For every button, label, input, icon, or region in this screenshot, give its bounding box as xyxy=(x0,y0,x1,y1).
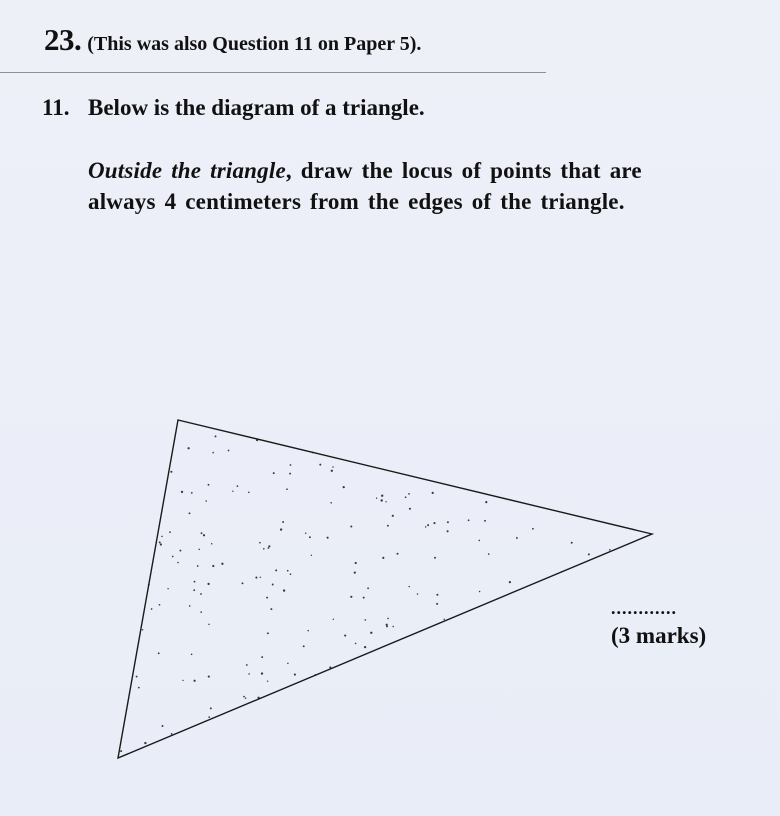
speckle-dot xyxy=(370,632,372,634)
speckle-dot xyxy=(194,581,196,583)
triangle xyxy=(118,420,652,758)
speckle-dot xyxy=(350,525,352,527)
instruction-line-2: always 4 centimeters from the edges of the triangle. xyxy=(88,189,625,214)
speckle-dot xyxy=(355,643,357,645)
speckle-dot xyxy=(211,543,213,545)
speckle-dot xyxy=(355,562,357,564)
speckle-dot xyxy=(387,618,389,620)
speckle-dot xyxy=(354,571,356,573)
speckle-dot xyxy=(228,450,230,452)
speckle-dot xyxy=(160,543,162,545)
speckle-dot xyxy=(261,672,263,674)
speckle-dot xyxy=(136,676,138,678)
speckle-dot xyxy=(246,664,248,666)
speckle-dot xyxy=(193,680,195,682)
speckle-dot xyxy=(286,488,288,490)
speckle-dot xyxy=(478,540,480,542)
speckle-dot xyxy=(215,435,217,437)
question-number: 23. xyxy=(44,22,82,57)
sub-question-number: 11. xyxy=(42,95,70,120)
speckle-dot xyxy=(255,577,257,579)
speckle-dot xyxy=(221,563,223,565)
speckle-dot xyxy=(364,646,366,648)
speckle-dot xyxy=(363,597,365,599)
speckle-dot xyxy=(287,663,288,664)
speckle-dot xyxy=(447,530,449,532)
speckle-dot xyxy=(392,626,394,628)
speckle-dot xyxy=(268,547,270,549)
speckle-dot xyxy=(208,716,210,718)
speckle-dot xyxy=(330,502,332,504)
speckle-dot xyxy=(309,536,311,538)
speckle-dot xyxy=(305,533,306,534)
speckle-dot xyxy=(392,515,394,517)
speckle-dot xyxy=(181,491,183,493)
speckle-dot xyxy=(275,569,277,571)
speckle-dot xyxy=(376,497,377,498)
speckle-dot xyxy=(311,555,312,556)
speckle-dot xyxy=(158,652,160,654)
speckle-dot xyxy=(609,549,611,551)
speckle-dot xyxy=(289,473,291,475)
speckle-dot xyxy=(532,528,534,530)
instruction-rest: , draw the locus of points that are xyxy=(285,158,642,183)
speckle-dot xyxy=(427,524,429,526)
speckle-dot xyxy=(245,697,247,699)
speckle-dot xyxy=(170,471,172,473)
speckle-dot xyxy=(138,687,140,689)
speckle-dot xyxy=(200,611,202,613)
speckle-dot xyxy=(447,521,449,523)
speckle-dot xyxy=(161,536,163,538)
speckle-dot xyxy=(405,496,407,498)
speckle-dot xyxy=(571,542,573,544)
speckle-dot xyxy=(267,680,268,681)
scan-speckles xyxy=(120,435,611,752)
speckle-dot xyxy=(272,584,274,586)
speckle-dot xyxy=(203,534,205,536)
speckle-dot xyxy=(283,589,285,591)
speckle-dot xyxy=(210,707,212,709)
speckle-dot xyxy=(120,750,122,752)
speckle-dot xyxy=(200,593,202,595)
speckle-dot xyxy=(189,512,191,514)
speckle-dot xyxy=(409,508,411,510)
speckle-dot xyxy=(343,486,345,488)
speckle-dot xyxy=(364,619,366,621)
speckle-dot xyxy=(436,603,438,605)
speckle-dot xyxy=(212,565,214,567)
speckle-dot xyxy=(331,470,333,472)
speckle-dot xyxy=(367,587,369,589)
speckle-dot xyxy=(433,522,435,524)
speckle-dot xyxy=(280,528,282,530)
speckle-dot xyxy=(408,586,409,587)
speckle-dot xyxy=(385,501,386,502)
speckle-dot xyxy=(267,632,269,634)
speckle-dot xyxy=(485,501,487,503)
speckle-dot xyxy=(208,484,210,486)
speckle-dot xyxy=(169,531,171,533)
speckle-dot xyxy=(159,541,161,543)
speckle-dot xyxy=(162,725,164,727)
speckle-dot xyxy=(167,588,168,589)
answer-line: ............ xyxy=(611,598,677,618)
speckle-dot xyxy=(197,565,199,567)
speckle-dot xyxy=(327,537,329,539)
speckle-dot xyxy=(488,553,490,555)
speckle-dot xyxy=(266,597,268,599)
speckle-dot xyxy=(208,624,209,625)
speckle-dot xyxy=(205,500,207,502)
speckle-dot xyxy=(425,526,427,528)
speckle-dot xyxy=(290,464,292,466)
speckle-dot xyxy=(242,582,244,584)
speckle-dot xyxy=(260,577,261,578)
speckle-dot xyxy=(381,499,383,501)
speckle-dot xyxy=(307,630,309,632)
speckle-dot xyxy=(198,549,199,550)
speckle-dot xyxy=(248,492,250,494)
speckle-dot xyxy=(144,742,146,744)
speckle-dot xyxy=(263,548,265,550)
speckle-dot xyxy=(142,629,144,631)
speckle-dot xyxy=(193,589,195,591)
speckle-dot xyxy=(191,492,193,494)
instruction-emphasis: Outside the triangle xyxy=(88,158,286,183)
speckle-dot xyxy=(207,583,209,585)
speckle-dot xyxy=(436,594,438,596)
prompt-text: Below is the diagram of a triangle. xyxy=(88,95,425,120)
speckle-dot xyxy=(201,532,203,534)
speckle-dot xyxy=(179,550,181,552)
speckle-dot xyxy=(261,656,263,658)
speckle-dot xyxy=(191,653,193,655)
speckle-dot xyxy=(382,557,384,559)
speckle-dot xyxy=(408,493,410,495)
speckle-dot xyxy=(344,635,346,637)
speckle-dot xyxy=(159,604,161,606)
speckle-dot xyxy=(516,537,518,539)
speckle-dot xyxy=(386,625,388,627)
speckle-dot xyxy=(177,562,179,564)
speckle-dot xyxy=(189,605,191,607)
speckle-dot xyxy=(243,696,245,698)
question-note: (This was also Question 11 on Paper 5). xyxy=(87,33,422,55)
speckle-dot xyxy=(381,495,383,497)
speckle-dot xyxy=(303,645,305,647)
speckle-dot xyxy=(396,553,398,555)
speckle-dot xyxy=(273,472,275,474)
speckle-dot xyxy=(588,553,590,555)
speckle-dot xyxy=(468,519,470,521)
speckle-dot xyxy=(268,545,270,547)
speckle-dot xyxy=(332,466,333,467)
speckle-dot xyxy=(212,452,214,454)
speckle-dot xyxy=(432,492,434,494)
speckle-dot xyxy=(387,525,389,527)
speckle-dot xyxy=(187,447,189,449)
speckle-dot xyxy=(290,573,292,575)
speckle-dot xyxy=(350,596,352,598)
marks-label: (3 marks) xyxy=(611,623,707,648)
speckle-dot xyxy=(282,521,284,523)
speckle-dot xyxy=(479,591,481,593)
speckle-dot xyxy=(443,619,444,620)
speckle-dot xyxy=(237,485,239,487)
speckle-dot xyxy=(294,674,296,676)
speckle-dot xyxy=(434,557,436,559)
speckle-dot xyxy=(259,542,261,544)
speckle-dot xyxy=(509,581,511,583)
speckle-dot xyxy=(287,570,289,572)
speckle-dot xyxy=(232,491,233,492)
speckle-dot xyxy=(417,593,419,595)
speckle-dot xyxy=(270,608,272,610)
speckle-dot xyxy=(319,464,321,466)
speckle-dot xyxy=(208,676,210,678)
speckle-dot xyxy=(182,680,183,681)
speckle-dot xyxy=(248,673,250,675)
speckle-dot xyxy=(333,619,334,620)
speckle-dot xyxy=(484,520,486,522)
speckle-dot xyxy=(172,556,174,558)
speckle-dot xyxy=(151,608,153,610)
